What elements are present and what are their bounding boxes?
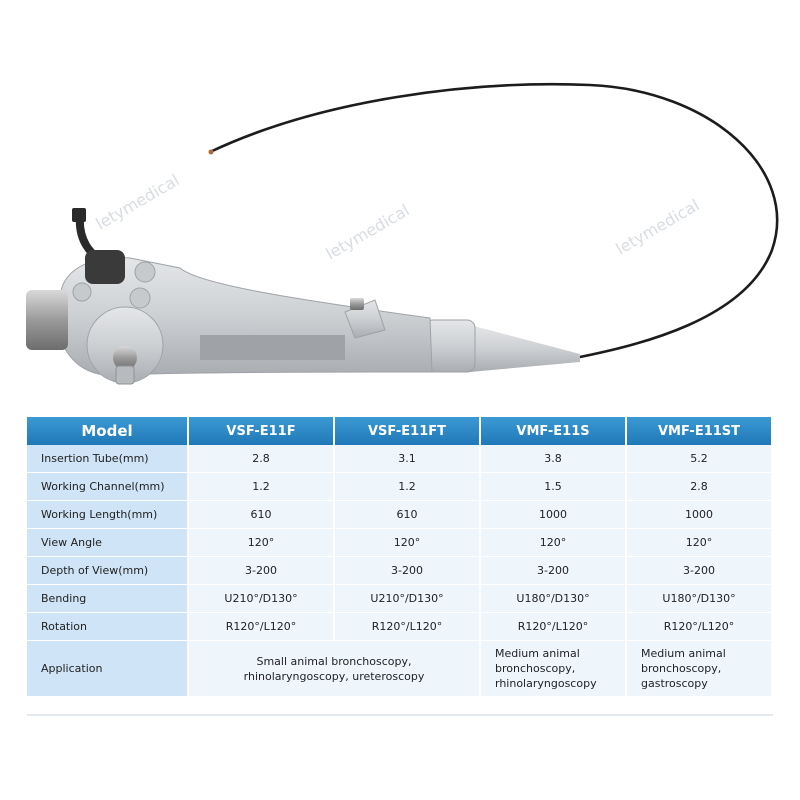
lock-lever bbox=[116, 366, 134, 384]
cell: 3-200 bbox=[481, 557, 627, 585]
suction-connector bbox=[72, 208, 86, 222]
cell: 120° bbox=[481, 529, 627, 557]
cell-application-vmf-e11st: Medium animal bronchoscopy, gastroscopy bbox=[627, 641, 773, 697]
control-button bbox=[130, 288, 150, 308]
cell: 3-200 bbox=[189, 557, 335, 585]
cable-tip bbox=[209, 150, 214, 155]
spec-table bbox=[27, 417, 773, 697]
row-label: Depth of View(mm) bbox=[27, 557, 189, 585]
table-row bbox=[27, 557, 773, 585]
table-row bbox=[27, 641, 773, 697]
row-label: Working Length(mm) bbox=[27, 501, 189, 529]
cell: 610 bbox=[335, 501, 481, 529]
header-model: Model bbox=[27, 417, 189, 445]
row-label: Insertion Tube(mm) bbox=[27, 445, 189, 473]
cell: 120° bbox=[335, 529, 481, 557]
collar bbox=[425, 320, 475, 372]
table-row bbox=[27, 585, 773, 613]
strain-relief-cone bbox=[470, 325, 580, 372]
cell: 2.8 bbox=[627, 473, 773, 501]
row-label: Bending bbox=[27, 585, 189, 613]
cell: 1.5 bbox=[481, 473, 627, 501]
cell: 1000 bbox=[481, 501, 627, 529]
cell: R120°/L120° bbox=[189, 613, 335, 641]
cell: U210°/D130° bbox=[189, 585, 335, 613]
cell: 610 bbox=[189, 501, 335, 529]
row-label: Rotation bbox=[27, 613, 189, 641]
valve-knob bbox=[85, 250, 125, 284]
table-row bbox=[27, 473, 773, 501]
control-button bbox=[73, 283, 91, 301]
cell: U180°/D130° bbox=[481, 585, 627, 613]
table-row bbox=[27, 529, 773, 557]
cell: 1.2 bbox=[189, 473, 335, 501]
cell: 3.1 bbox=[335, 445, 481, 473]
cell: 1000 bbox=[627, 501, 773, 529]
watermark-text: letymedical bbox=[322, 200, 413, 264]
watermark bbox=[93, 170, 703, 263]
row-label: View Angle bbox=[27, 529, 189, 557]
divider bbox=[27, 714, 773, 716]
cell: 120° bbox=[627, 529, 773, 557]
body-window bbox=[200, 335, 345, 360]
watermark-text: letymedical bbox=[92, 170, 183, 234]
biopsy-cap bbox=[350, 298, 364, 310]
header-row bbox=[27, 417, 773, 445]
header-vmf-e11st: VMF-E11ST bbox=[627, 417, 773, 445]
cell: 120° bbox=[189, 529, 335, 557]
cell: 1.2 bbox=[335, 473, 481, 501]
header-vsf-e11ft: VSF-E11FT bbox=[335, 417, 481, 445]
table-row bbox=[27, 501, 773, 529]
table-row bbox=[27, 445, 773, 473]
cell: R120°/L120° bbox=[335, 613, 481, 641]
row-label: Application bbox=[27, 641, 189, 697]
cell: R120°/L120° bbox=[481, 613, 627, 641]
cell: 3-200 bbox=[335, 557, 481, 585]
cell: U180°/D130° bbox=[627, 585, 773, 613]
header-vmf-e11s: VMF-E11S bbox=[481, 417, 627, 445]
cell: 2.8 bbox=[189, 445, 335, 473]
cell: 5.2 bbox=[627, 445, 773, 473]
cell-application-vmf-e11s: Medium animal bronchoscopy, rhinolaryngoscopy bbox=[481, 641, 627, 697]
header-vsf-e11f: VSF-E11F bbox=[189, 417, 335, 445]
control-button bbox=[135, 262, 155, 282]
row-label: Working Channel(mm) bbox=[27, 473, 189, 501]
cell-application-vsf: Small animal bronchoscopy, rhinolaryngoscopy, ureteroscopy bbox=[189, 641, 481, 697]
table-row bbox=[27, 613, 773, 641]
eyepiece bbox=[26, 290, 68, 350]
cell: 3.8 bbox=[481, 445, 627, 473]
cell: U210°/D130° bbox=[335, 585, 481, 613]
watermark-text: letymedical bbox=[612, 195, 703, 259]
cell: 3-200 bbox=[627, 557, 773, 585]
cell: R120°/L120° bbox=[627, 613, 773, 641]
